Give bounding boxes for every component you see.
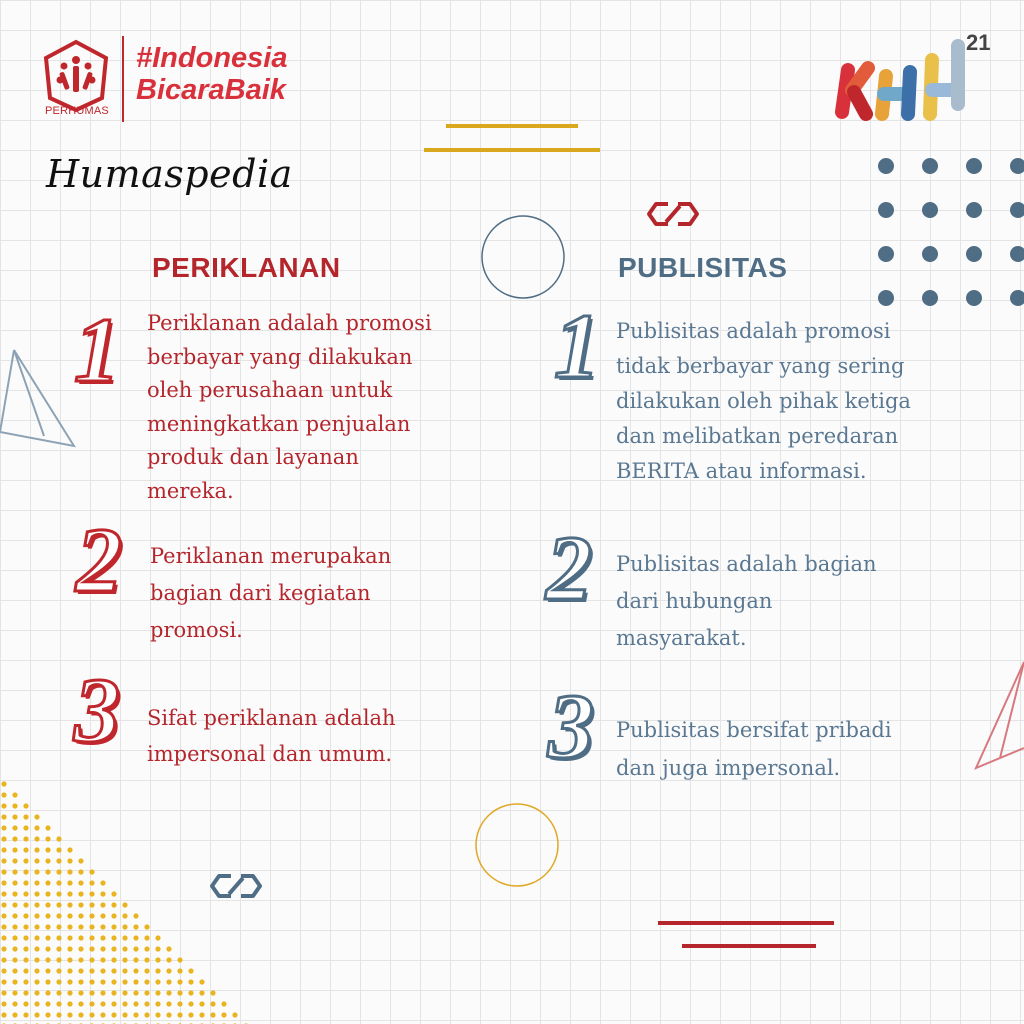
gold-divider-bottom [424, 148, 600, 152]
dot-pattern-icon [0, 780, 250, 1024]
hashtag-line-2: BicaraBaik [136, 74, 286, 106]
circle-outline-icon [474, 802, 560, 888]
item-number: 2 [546, 517, 592, 619]
item-number: 3 [74, 659, 120, 761]
circle-outline-icon [480, 214, 566, 300]
dot-pattern-icon [878, 158, 1024, 306]
text-line: dari hubungan [616, 589, 773, 613]
text-line: masyarakat. [616, 626, 747, 650]
text-line: bagian dari kegiatan [150, 581, 371, 605]
text-line: promosi. [150, 618, 243, 642]
item-text [616, 711, 892, 787]
perhumas-label: PERHUMAS [45, 105, 109, 117]
text-line: dan melibatkan peredaran [616, 424, 899, 448]
text-line: Publisitas bersifat pribadi [616, 718, 892, 742]
hashtag-text [136, 42, 288, 106]
item-number: 1 [74, 299, 120, 401]
text-line: Periklanan adalah promosi [147, 311, 432, 335]
text-line: Publisitas adalah promosi [616, 319, 891, 343]
brand-title: Humaspedia [46, 152, 293, 196]
text-line: dan juga impersonal. [616, 756, 841, 780]
item-number: 2 [76, 509, 122, 611]
hashtag-line-1: #Indonesia [136, 42, 288, 74]
item-text [616, 314, 911, 489]
text-line: impersonal dan umum. [147, 742, 393, 766]
text-line: oleh perusahaan untuk [147, 378, 393, 402]
column-title-periklanan: PERIKLANAN [152, 252, 341, 283]
text-line: Publisitas adalah bagian [616, 552, 877, 576]
text-line: tidak berbayar yang sering [616, 354, 905, 378]
triangle-outline-icon [972, 658, 1024, 774]
text-line: produk dan layanan [147, 445, 359, 469]
text-line: Sifat periklanan adalah [147, 706, 396, 730]
item-text [147, 307, 432, 508]
gold-divider-top [446, 124, 578, 128]
text-line: BERITA atau informasi. [616, 459, 867, 483]
item-text [150, 538, 391, 649]
text-line: meningkatkan penjualan [147, 411, 411, 436]
logo-divider [122, 36, 124, 122]
item-number: 1 [554, 295, 600, 397]
text-line: mereka. [147, 478, 234, 503]
triangle-outline-icon [0, 346, 76, 450]
red-divider-bottom [682, 944, 816, 948]
text-line: Periklanan merupakan [150, 544, 392, 568]
text-line: dilakukan oleh pihak ketiga [616, 389, 911, 413]
item-text [147, 700, 396, 772]
item-text [616, 546, 877, 657]
item-number: 3 [548, 675, 594, 777]
column-title-publisitas: PUBLISITAS [618, 252, 788, 283]
link-icon [646, 200, 700, 228]
text-line: berbayar yang dilakukan [147, 344, 413, 369]
red-divider-top [658, 921, 834, 925]
khh-superscript: 21 [966, 30, 991, 55]
